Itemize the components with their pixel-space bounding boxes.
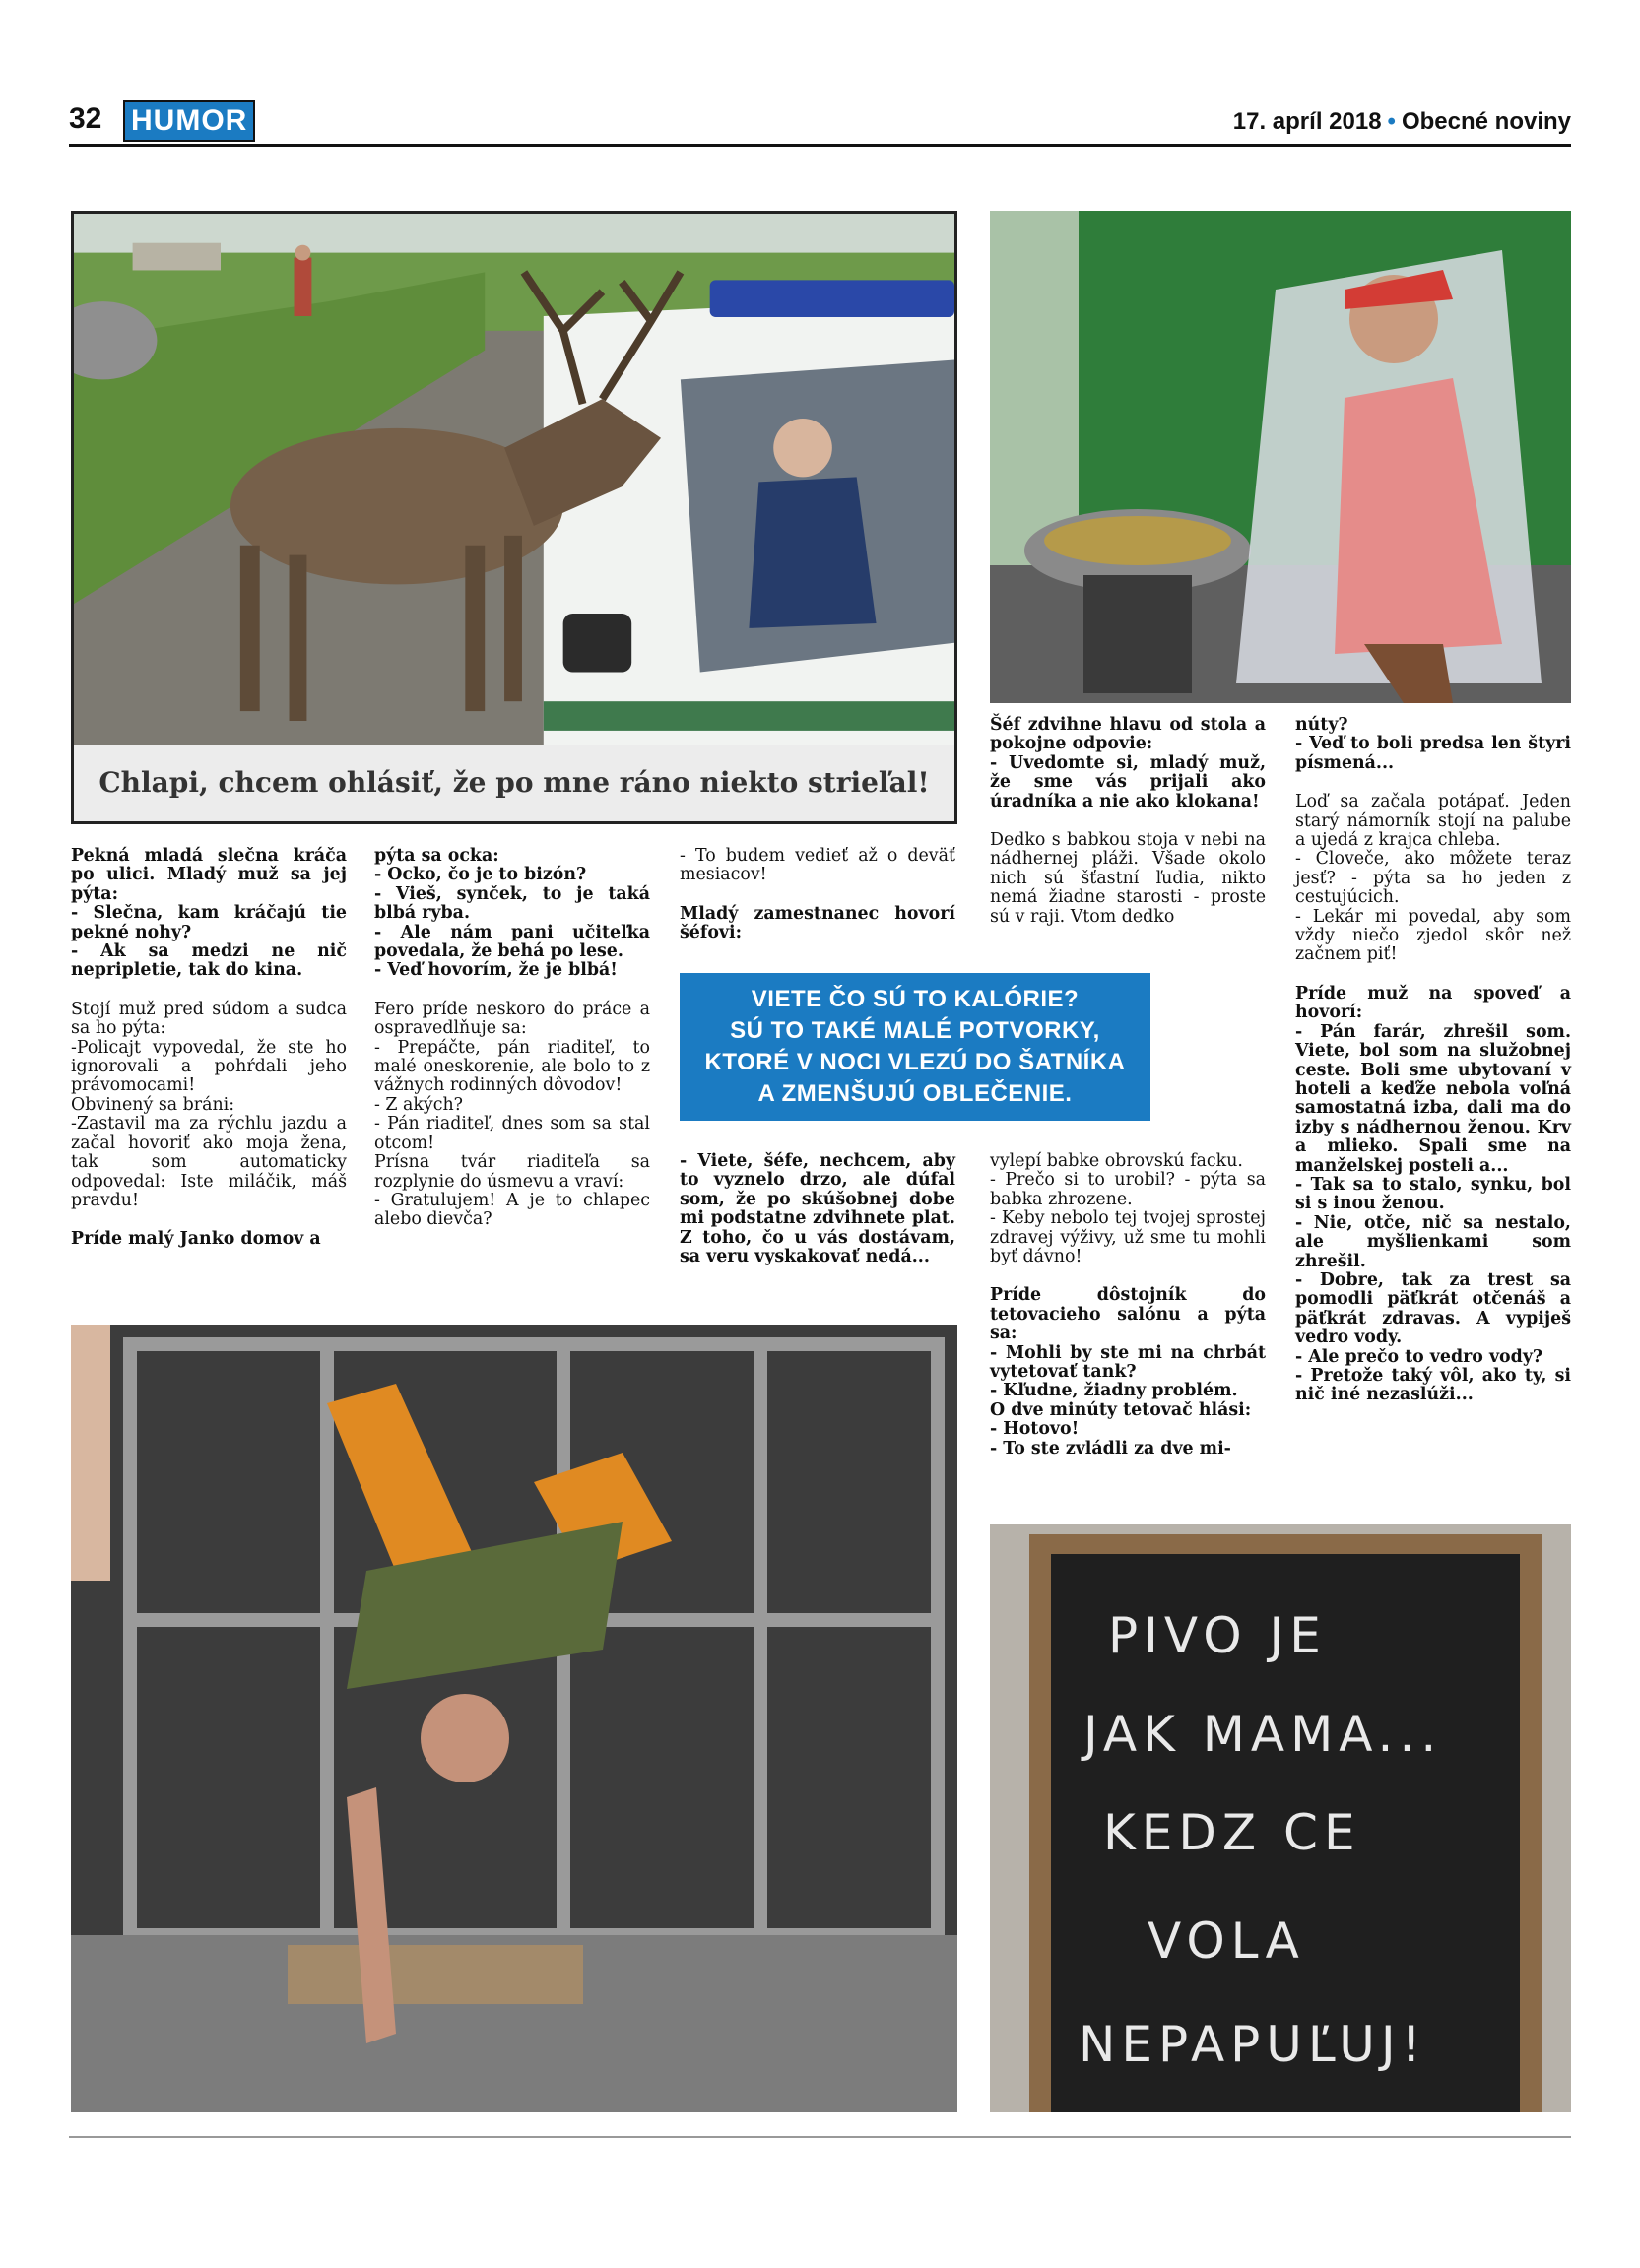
chalk-line-4: VOLA (1148, 1912, 1305, 1970)
plastic-bag-illustration (990, 211, 1571, 703)
section-title: HUMOR (123, 100, 255, 142)
chalk-line-3: KEDZ CE (1103, 1804, 1361, 1861)
column-4-bottom (990, 1152, 1266, 1458)
chalk-line-1: PIVO JE (1108, 1607, 1327, 1664)
joke-employee-cont: - Viete, šéfe, nechcem, aby to vyznelo drzo, ale dúfal som, že po skúšobnej dobe mi podstatne zdvihnete plat. Z toho, čo u vás dostávam, sa veru vyskakovať nedá... (680, 1151, 955, 1267)
column-5 (1295, 716, 1571, 1405)
chalk-line-2: JAK MAMA... (1083, 1706, 1443, 1763)
column-1 (71, 847, 347, 1250)
joke-fero: Fero príde neskoro do práce a ospravedlňuje sa: - Prepáčte, pán riaditeľ, to malé oneskorenie, ale bolo to z vážnych rodinných dôvodov! - Z akých? - Pán riaditeľ, dnes som sa stal otcom! Prísna tvár riaditeľa sa rozplynie do úsmevu a vraví: - Gratulujem! A je to chlapec alebo dievča? (374, 999, 650, 1230)
deer-police-illustration (74, 214, 954, 821)
separator-dot-icon: • (1387, 108, 1396, 135)
chalkboard-photo (990, 1524, 1571, 2112)
joke-heaven-end: vylepí babke obrovskú facku. - Prečo si to urobil? - pýta sa babka zhrozene. - Keby nebolo tej tvojej sprostej zdravej výživy, už sme tu mohli byť dávno! (990, 1151, 1266, 1267)
joke-employee-end: Šéf zdvihne hlavu od stola a pokojne odpovie: - Uvedomte si, mladý muž, že sme vás prijali ako úradníka a nie ako klokana! (990, 715, 1266, 811)
joke-ship: Loď sa začala potápať. Jeden starý námorník stojí na palube a ujedá z krajca chleba. - Človeče, ako môžete teraz jesť? - pýta sa ho jeden z cestujúcich. - Lekár mi povedal, aby som vždy niečo zjedol skôr než začnem piť! (1295, 792, 1571, 965)
publication-name: Obecné noviny (1401, 108, 1571, 135)
footer-rule (69, 2136, 1571, 2138)
joke-confession: Príde muž na spoveď a hovorí: - Pán farár, zhrešil som. Viete, bol som na služobnej ceste. Boli sme ubytovaní v hoteli a keďže nebola voľná samostatná izba, dali ma do izby s nádhernou ženou. Krv a mlieko. Spali sme na manželskej posteli a... - Tak sa to stalo, synku, bol si s inou ženou. - Nie, otče, nič sa nestalo, ale myšlienkami som zhrešil. - Dobre, tak za trest sa pomodli päťkrát otčenáš a päťkrát zdravas. A vypiješ vedro vody. - Ale prečo to vedro vody? - Pretože taký vôl, ako ty, si nič iné nezaslúži... (1295, 983, 1571, 1405)
chalkboard-text (990, 1524, 1571, 2112)
fallen-man-illustration (71, 1325, 957, 2112)
plastic-bag-man-photo (990, 211, 1571, 703)
column-4-top (990, 716, 1266, 927)
joke-heaven-start: Dedko s babkou stoja v nebi na nádhernej pláži. Všade okolo nich sú šťastní ľudia, nikto nemá žiadne starosti - proste sú v raji. Vtom dedko (990, 830, 1266, 927)
deer-photo-caption: Chlapi, chcem ohlásiť, že po mne ráno niekto strieľal! (74, 745, 954, 821)
fallen-man-photo (71, 1325, 957, 2112)
joke-tattoo: Príde dôstojník do tetovacieho salónu a pýta sa: - Mohli by ste mi na chrbát vytetovať tank? - Kľudne, žiadny problém. O dve minúty tetovač hlási: - Hotovo! - To ste zvládli za dve mi- (990, 1285, 1266, 1458)
deer-police-photo (71, 211, 957, 824)
page-header (69, 100, 1571, 147)
chalk-line-5: NEPAPUĽUJ! (1079, 2016, 1427, 2073)
dateline (1233, 108, 1571, 136)
joke-janko-start: Príde malý Janko domov a (71, 1229, 321, 1250)
joke-employee-start: Mladý zamestnanec hovorí šéfovi: (680, 903, 955, 943)
joke-tattoo-end: núty? - Veď to boli predsa len štyri písmená... (1295, 715, 1571, 773)
issue-date: 17. apríl 2018 (1232, 108, 1382, 135)
joke-janko-end: pýta sa ocka: - Ocko, čo je to bizón? - Vieš, synček, to je taká blbá ryba. - Ale nám pani učiteľka povedala, že behá po lese. - Veď hovorím, že je blbá! (374, 846, 650, 981)
column-2 (374, 847, 650, 1230)
column-3-top (680, 847, 955, 943)
joke-court: Stojí muž pred súdom a sudca sa ho pýta: -Policajt vypovedal, že ste ho ignorovali a pohŕdali jeho právomocami! Obvinený sa bráni: -Zastavil ma za rýchlu jazdu a začal hovoriť ako moja žena, tak som automaticky odpovedal: Iste miláčik, máš pravdu! (71, 999, 347, 1210)
joke-fero-end: - To budem vedieť až o deväť mesiacov! (680, 846, 955, 885)
calories-callout: VIETE ČO SÚ TO KALÓRIE? SÚ TO TAKÉ MALÉ POTVORKY, KTORÉ V NOCI VLEZÚ DO ŠATNÍKA A ZMENŠUJÚ OBLEČENIE. (680, 973, 1150, 1121)
joke-young-lady: Pekná mladá slečna kráča po ulici. Mladý muž sa jej pýta: - Slečna, kam kráčajú tie pekné nohy? - Ak sa medzi ne nič nepripletie, tak do kina. (71, 846, 347, 981)
page-number: 32 (69, 102, 102, 135)
column-3-bottom (680, 1152, 955, 1266)
